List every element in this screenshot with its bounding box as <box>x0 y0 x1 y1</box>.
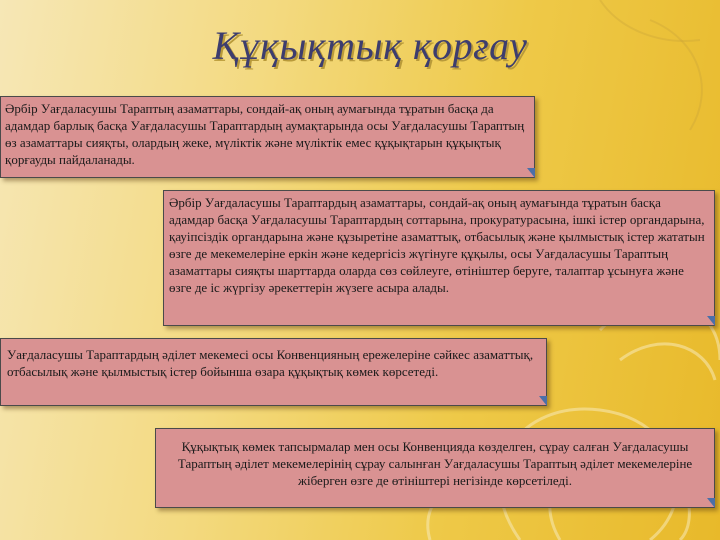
paragraph-text-1: Әрбір Уағдаласушы Тараптың азаматтары, сондай-ақ оның аумағында тұратын басқа да адамдар барлық басқа Уағдаласушы Тараптардың аумақтарында осы Уағдаласушы Тараптың өз азаматтары сияқты, олардың жеке, мүліктік және мүліктік емес құқықтарын құқықтық қорғауды пайдаланады. <box>5 101 525 167</box>
paragraph-box-1 <box>0 96 535 178</box>
slide-title: Құқықтық қорғау <box>212 23 528 68</box>
page-fold-icon <box>527 168 535 178</box>
page-fold-icon <box>707 498 715 508</box>
paragraph-box-3 <box>0 338 547 406</box>
paragraph-text-2: Әрбір Уағдаласушы Тараптардың азаматтары, сондай-ақ оның аумағында тұратын басқа адамдар басқа Уағдаласушы Тараптардың соттарына, прокуратурасына, ішкі істер органдарына, қауіпсіздік органдарына және құзыретіне азаматтық, отбасылық және қылмыстық істер жататын өзге де мекемелеріне еркін және кедергісіз жүгінуге құқылы, осы Уағдаласушы Тараптың азаматтары сияқты шарттарда оларда сөз сөйлеуге, өтініштер беруге, талаптар ұсынуға және өзге де іс жүргізу әрекеттерін жүзеге асыра алады. <box>169 195 705 295</box>
paragraph-box-2 <box>163 190 715 326</box>
paragraph-box-4 <box>155 428 715 508</box>
page-fold-icon <box>539 396 547 406</box>
paragraph-text-3: Уағдаласушы Тараптардың әділет мекемесі осы Конвенцияның ережелеріне сәйкес азаматтық, отбасылық және қылмыстық істер бойынша өзара құқықтық көмек көрсетеді. <box>7 347 534 379</box>
paragraph-text-4: Құқықтық көмек тапсырмалар мен осы Конвенцияда көзделген, сұрау салған Уағдаласушы Тараптың әділет мекемелерінің сұрау салынған Уағдаласушы Тараптың әділет мекемелеріне жіберген өзге де өтініштері негізінде көрсетіледі. <box>177 439 693 488</box>
page-fold-icon <box>707 316 715 326</box>
